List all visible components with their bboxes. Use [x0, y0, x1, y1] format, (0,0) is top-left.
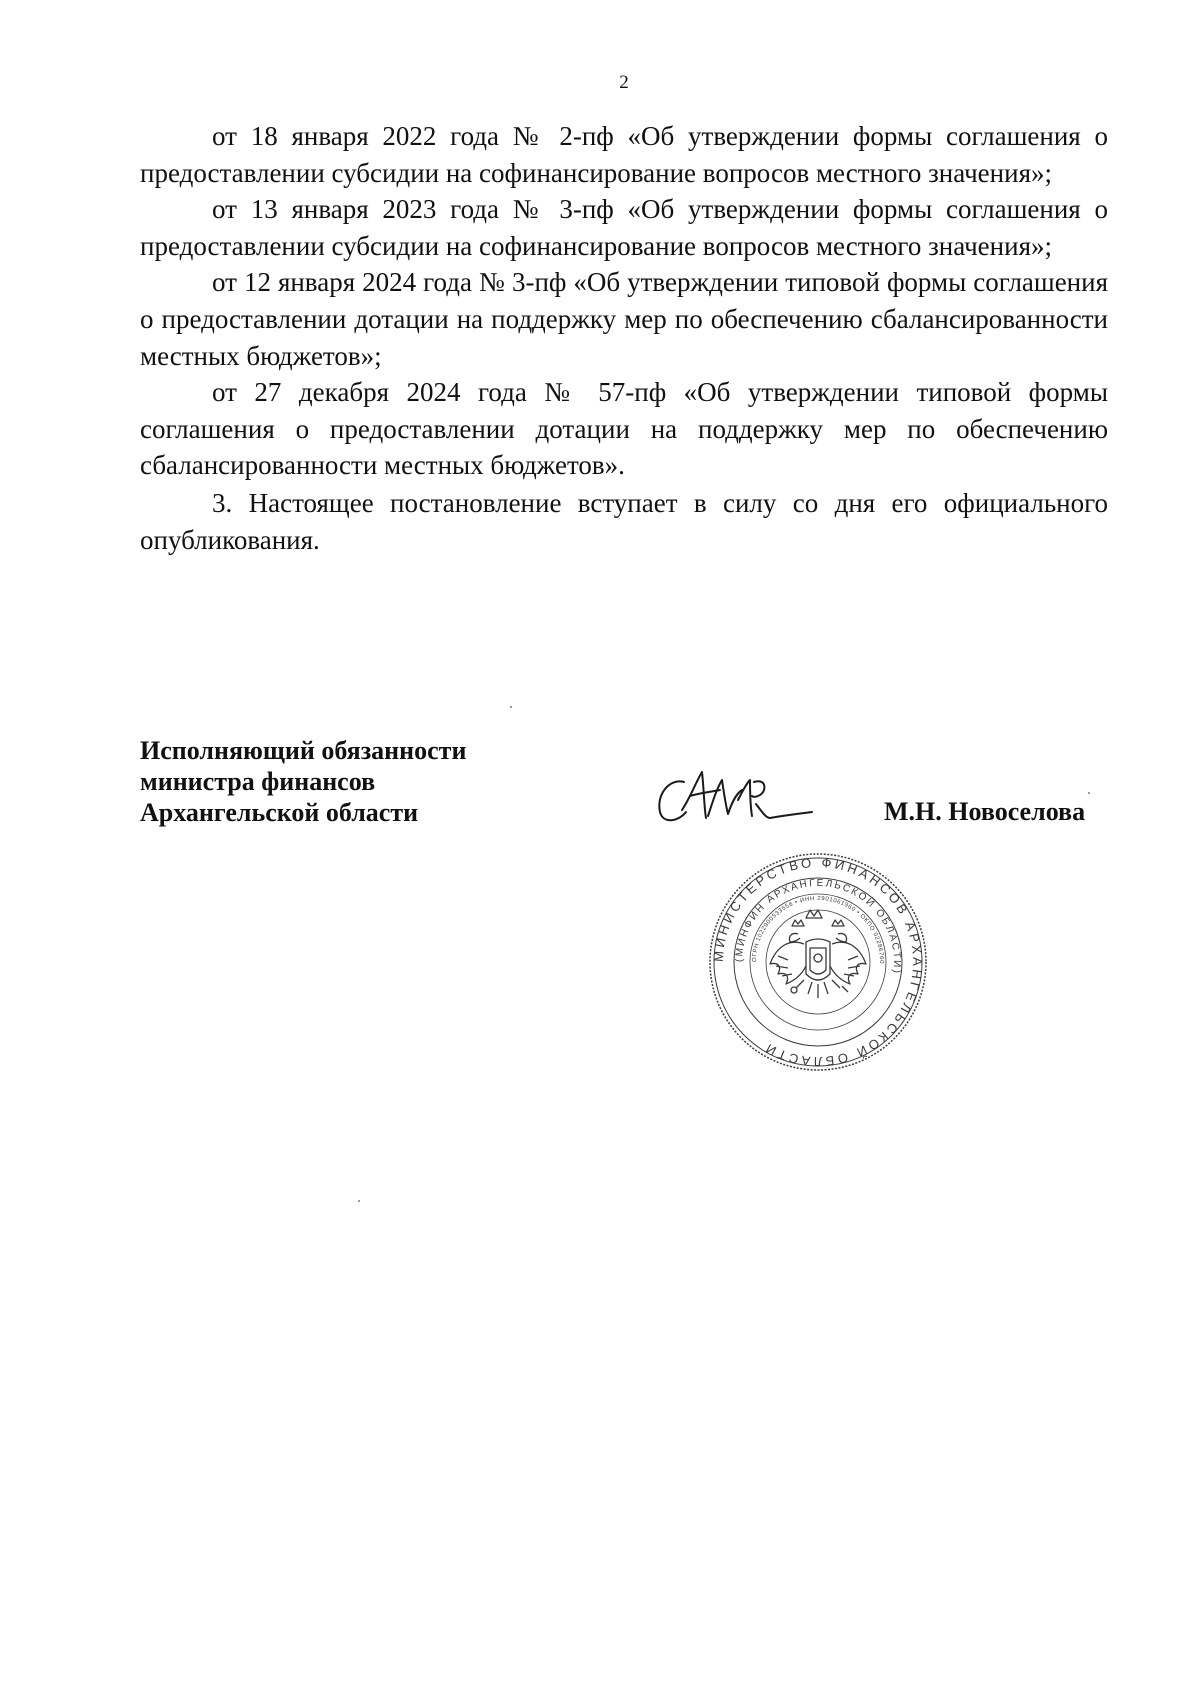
- paragraph-effective-date: 3. Настоящее постановление вступает в силу со дня его официального опубликования.: [140, 487, 1108, 555]
- handwritten-signature: [650, 760, 820, 840]
- scan-artifact: [510, 706, 512, 708]
- svg-text:(МИНФИН АРХАНГЕЛЬСКОЙ ОБЛАСТИ): [734, 878, 902, 976]
- scan-artifact: [358, 1200, 360, 1202]
- paragraph-order-2024-january: от 12 января 2024 года № 3-пф «Об утверждении типовой формы соглашения о предоставлении дотации на поддержку мер по обеспечению сбалансированности местных бюджетов»;: [140, 267, 1108, 371]
- signer-position-line: Исполняющий обязанности: [140, 736, 467, 765]
- seal-inner-text: (МИНФИН АРХАНГЕЛЬСКОЙ ОБЛАСТИ): [733, 877, 903, 976]
- seal-outer-text: МИНИСТЕРСТВО ФИНАНСОВ АРХАНГЕЛЬСКОЙ ОБЛАСТИ: [710, 854, 926, 1070]
- scan-artifact: [1088, 792, 1090, 794]
- page-number: 2: [619, 72, 629, 93]
- paragraph-order-2024-december: от 27 декабря 2024 года № 57-пф «Об утверждении типовой формы соглашения о предоставлении дотации на поддержку мер по обеспечению сбалансированности местных бюджетов».: [140, 377, 1108, 481]
- paragraph-order-2023: от 13 января 2023 года № 3-пф «Об утверждении формы соглашения о предоставлении субсидии на софинансирование вопросов местного значения»;: [140, 194, 1108, 261]
- double-headed-eagle-icon: [770, 910, 866, 998]
- signer-position: [140, 735, 466, 828]
- seal-codes-text: ОГРН 1022900533556 • ИНН 2901061960 • ОКПО 02286760: [751, 895, 885, 965]
- paragraph-order-2022: от 18 января 2022 года № 2-пф «Об утверждении формы соглашения о предоставлении субсидии на софинансирование вопросов местного значения»;: [140, 121, 1108, 188]
- signer-position-line: Архангельской области: [140, 798, 419, 827]
- signer-name: М.Н. Новоселова: [884, 797, 1086, 826]
- document-body: [140, 118, 1108, 558]
- official-seal: [708, 852, 928, 1072]
- signer-position-line: министра финансов: [140, 767, 376, 796]
